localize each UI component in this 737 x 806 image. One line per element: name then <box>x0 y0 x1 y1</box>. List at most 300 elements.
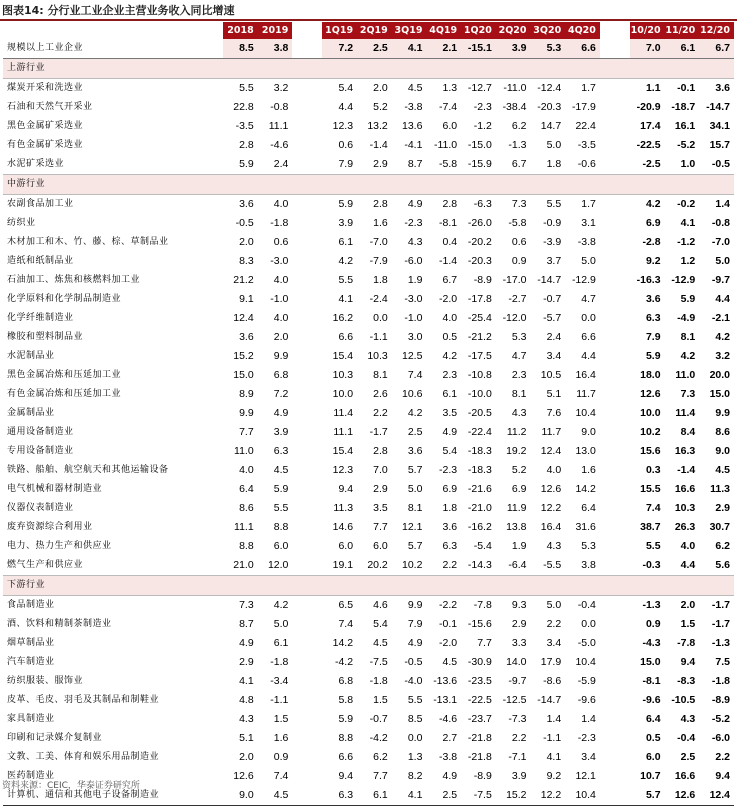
value-cell: 5.5 <box>273 502 289 514</box>
spacer-cell <box>600 461 630 480</box>
value-cell: 15.0 <box>233 369 254 381</box>
row-label: 燃气生产和供应业 <box>7 560 84 570</box>
spacer-cell <box>600 556 630 576</box>
spacer-cell <box>600 499 630 518</box>
value-cell: 6.4 <box>645 713 661 725</box>
value-cell: -11.0 <box>433 139 458 151</box>
value-cell: 7.3 <box>239 599 254 611</box>
spacer-cell <box>600 653 630 672</box>
table-row <box>3 404 734 423</box>
header-nov20: 11/20 <box>665 22 700 39</box>
value-cell: -14.3 <box>467 559 492 571</box>
value-cell: -1.7 <box>711 599 730 611</box>
value-cell: -5.8 <box>439 158 458 170</box>
table-row <box>3 596 734 616</box>
value-cell: -6.3 <box>473 198 492 210</box>
value-cell: 4.0 <box>442 312 458 324</box>
value-cell: 4.3 <box>511 407 527 419</box>
value-cell: 21.0 <box>233 559 254 571</box>
value-cell: 0.9 <box>273 751 289 763</box>
value-cell: -0.6 <box>577 158 596 170</box>
value-cell: -3.4 <box>270 675 289 687</box>
value-cell: 16.4 <box>575 369 596 381</box>
value-cell: -8.6 <box>543 675 562 687</box>
value-cell: 14.7 <box>540 120 562 132</box>
spacer-cell <box>292 404 322 423</box>
value-cell: 8.8 <box>239 540 254 552</box>
spacer-cell <box>600 155 630 175</box>
value-cell: 9.9 <box>239 407 254 419</box>
value-cell: 4.0 <box>239 464 254 476</box>
spacer-cell <box>292 233 322 252</box>
value-cell: 6.6 <box>565 39 600 59</box>
value-cell: 6.7 <box>442 274 458 286</box>
figure-label: 图表14: <box>2 4 44 17</box>
value-cell: 7.6 <box>546 407 562 419</box>
value-cell: 8.2 <box>407 770 423 782</box>
row-label: 纺织服装、服饰业 <box>7 676 84 686</box>
value-cell: 3.6 <box>715 82 730 94</box>
value-cell: -38.4 <box>502 101 527 113</box>
value-cell: 0.0 <box>581 312 596 324</box>
value-cell: -12.4 <box>537 82 562 94</box>
value-cell: -1.4 <box>369 139 388 151</box>
value-cell: 5.7 <box>407 540 423 552</box>
value-cell: -3.0 <box>270 255 289 267</box>
table-row <box>3 328 734 347</box>
spacer-cell <box>600 442 630 461</box>
value-cell: 16.1 <box>674 120 696 132</box>
value-cell: 7.4 <box>338 618 354 630</box>
row-label: 通用设备制造业 <box>7 427 74 437</box>
spacer-cell <box>600 537 630 556</box>
spacer-cell <box>600 98 630 117</box>
spacer-cell <box>292 423 322 442</box>
value-cell: 6.0 <box>373 540 388 552</box>
value-cell: -6.0 <box>404 255 423 267</box>
value-cell: 2.9 <box>373 158 388 170</box>
value-cell: 2.8 <box>373 198 388 210</box>
value-cell: 6.6 <box>338 751 354 763</box>
value-cell: -7.5 <box>461 786 496 806</box>
value-cell: 13.2 <box>367 120 388 132</box>
row-label: 家具制造业 <box>7 714 55 724</box>
spacer-cell <box>600 195 630 215</box>
value-cell: 2.8 <box>239 139 254 151</box>
value-cell: -21.8 <box>467 732 492 744</box>
spacer-cell <box>292 252 322 271</box>
value-cell: 8.6 <box>715 426 730 438</box>
value-cell: -2.7 <box>508 293 527 305</box>
value-cell: 1.5 <box>680 618 696 630</box>
table-row <box>3 214 734 233</box>
value-cell: -11.0 <box>503 82 527 94</box>
value-cell: -1.3 <box>711 637 730 649</box>
spacer-cell <box>292 290 322 309</box>
value-cell: 0.9 <box>645 618 661 630</box>
row-label: 印刷和记录媒介复制业 <box>7 733 103 743</box>
value-cell: 12.4 <box>699 786 734 806</box>
value-cell: 12.2 <box>531 786 566 806</box>
value-cell: 13.8 <box>506 521 527 533</box>
value-cell: 7.0 <box>630 39 665 59</box>
value-cell: 4.2 <box>407 407 423 419</box>
value-cell: 10.0 <box>332 388 354 400</box>
value-cell: 4.5 <box>258 786 293 806</box>
value-cell: 9.2 <box>546 770 562 782</box>
value-cell: 15.2 <box>496 786 531 806</box>
value-cell: -12.5 <box>502 694 527 706</box>
value-cell: -0.5 <box>404 656 423 668</box>
header-oct20: 10/20 <box>630 22 665 39</box>
table-row <box>3 79 734 99</box>
value-cell: 5.0 <box>581 255 596 267</box>
value-cell: -0.4 <box>577 599 596 611</box>
value-cell: 13.0 <box>575 445 596 457</box>
value-cell: -10.0 <box>467 388 492 400</box>
row-label: 有色金属冶炼和压延加工业 <box>7 389 122 399</box>
value-cell: 4.5 <box>273 464 289 476</box>
value-cell: -4.0 <box>404 675 423 687</box>
value-cell: -14.7 <box>537 274 562 286</box>
spacer-cell <box>600 518 630 537</box>
value-cell: -3.8 <box>439 751 458 763</box>
value-cell: 4.3 <box>546 540 562 552</box>
spacer-cell <box>292 117 322 136</box>
value-cell: 15.6 <box>640 445 661 457</box>
spacer-cell <box>292 271 322 290</box>
value-cell: 6.0 <box>645 751 661 763</box>
value-cell: 12.6 <box>665 786 700 806</box>
value-cell: -0.5 <box>235 217 254 229</box>
value-cell: -1.7 <box>711 618 730 630</box>
value-cell: 3.8 <box>258 39 293 59</box>
spacer-cell <box>292 710 322 729</box>
value-cell: 5.4 <box>442 445 458 457</box>
section-title: 下游行业 <box>3 576 734 596</box>
value-cell: -0.5 <box>711 158 730 170</box>
value-cell: 1.3 <box>407 751 423 763</box>
value-cell: 5.5 <box>239 82 254 94</box>
row-label: 酒、饮料和精制茶制造业 <box>7 619 112 629</box>
value-cell: 5.7 <box>407 464 423 476</box>
value-cell: 4.0 <box>273 198 289 210</box>
value-cell: 12.4 <box>233 312 254 324</box>
value-cell: 5.4 <box>373 618 388 630</box>
value-cell: -0.4 <box>677 732 696 744</box>
row-label: 文教、工美、体育和娱乐用品制造业 <box>7 752 160 762</box>
value-cell: -2.1 <box>711 312 730 324</box>
value-cell: 2.5 <box>357 39 392 59</box>
value-cell: 6.3 <box>442 540 458 552</box>
value-cell: 7.7 <box>373 521 388 533</box>
value-cell: 15.0 <box>640 656 661 668</box>
value-cell: 11.0 <box>234 445 254 457</box>
value-cell: 4.2 <box>680 350 696 362</box>
section-header <box>3 175 734 195</box>
row-label: 化学纤维制造业 <box>7 313 74 323</box>
table-row <box>3 653 734 672</box>
value-cell: -20.5 <box>467 407 492 419</box>
header-4q19: 4Q19 <box>426 22 461 39</box>
value-cell: -0.2 <box>677 198 696 210</box>
value-cell: 10.7 <box>640 770 661 782</box>
value-cell: 2.0 <box>239 236 254 248</box>
value-cell: 5.4 <box>338 82 354 94</box>
value-cell: 2.2 <box>546 618 562 630</box>
value-cell: -0.7 <box>543 293 562 305</box>
value-cell: -18.3 <box>467 464 492 476</box>
value-cell: 4.8 <box>239 694 254 706</box>
value-cell: 12.3 <box>332 120 354 132</box>
value-cell: 14.0 <box>506 656 527 668</box>
value-cell: 1.3 <box>442 82 458 94</box>
value-cell: -12.7 <box>467 82 492 94</box>
value-cell: 9.0 <box>581 426 596 438</box>
value-cell: 8.8 <box>273 521 289 533</box>
value-cell: 7.7 <box>477 637 492 649</box>
value-cell: -18.7 <box>671 101 696 113</box>
spacer-cell <box>292 214 322 233</box>
spacer-cell <box>600 79 630 99</box>
row-label: 石油加工、炼焦和核燃料加工业 <box>7 275 141 285</box>
row-label: 石油和天然气开采业 <box>7 102 93 112</box>
value-cell: -8.9 <box>711 694 730 706</box>
table-row <box>3 233 734 252</box>
value-cell: 0.6 <box>273 236 289 248</box>
value-cell: 6.1 <box>273 637 289 649</box>
section-header <box>3 59 734 79</box>
value-cell: -8.3 <box>677 675 696 687</box>
value-cell: 6.7 <box>511 158 527 170</box>
value-cell: 5.5 <box>338 274 354 286</box>
value-cell: 0.9 <box>511 255 527 267</box>
spacer-cell <box>292 98 322 117</box>
spacer-cell <box>600 423 630 442</box>
value-cell: 4.3 <box>239 713 254 725</box>
table-row <box>3 672 734 691</box>
value-cell: 10.3 <box>674 502 696 514</box>
value-cell: 18.0 <box>640 369 661 381</box>
value-cell: 5.9 <box>338 713 354 725</box>
value-cell: 9.4 <box>338 770 354 782</box>
value-cell: 5.6 <box>715 559 730 571</box>
value-cell: 5.3 <box>531 39 566 59</box>
value-cell: 2.1 <box>426 39 461 59</box>
value-cell: -1.8 <box>270 217 289 229</box>
value-cell: 4.2 <box>715 331 730 343</box>
value-cell: 6.0 <box>442 120 458 132</box>
value-cell: 10.2 <box>402 559 423 571</box>
value-cell: 10.0 <box>640 407 661 419</box>
value-cell: -7.8 <box>473 599 492 611</box>
value-cell: -20.2 <box>467 236 492 248</box>
value-cell: 4.9 <box>442 770 458 782</box>
value-cell: 30.7 <box>709 521 730 533</box>
value-cell: -22.5 <box>467 694 492 706</box>
spacer-cell <box>600 136 630 155</box>
value-cell: 0.0 <box>373 312 388 324</box>
value-cell: -7.9 <box>369 255 388 267</box>
value-cell: -8.9 <box>473 770 492 782</box>
spacer-cell <box>292 499 322 518</box>
spacer-cell <box>292 461 322 480</box>
value-cell: -2.4 <box>369 293 388 305</box>
value-cell: 5.5 <box>645 540 661 552</box>
value-cell: -16.3 <box>636 274 661 286</box>
value-cell: 8.8 <box>338 732 354 744</box>
value-cell: 8.7 <box>407 158 423 170</box>
value-cell: 3.2 <box>715 350 730 362</box>
row-label: 医药制造业 <box>7 771 55 781</box>
value-cell: 3.2 <box>273 82 289 94</box>
value-cell: 6.0 <box>273 540 289 552</box>
value-cell: -2.3 <box>439 464 458 476</box>
value-cell: 2.9 <box>715 502 730 514</box>
row-label: 金属制品业 <box>7 408 55 418</box>
spacer-cell <box>292 748 322 767</box>
value-cell: 2.9 <box>511 618 527 630</box>
table-row <box>3 385 734 404</box>
value-cell: 16.6 <box>674 483 696 495</box>
value-cell: 4.2 <box>273 599 289 611</box>
value-cell: -22.5 <box>636 139 661 151</box>
value-cell: -3.9 <box>543 236 562 248</box>
value-cell: 6.7 <box>699 39 734 59</box>
header-blank <box>3 22 223 39</box>
value-cell: 12.5 <box>402 350 423 362</box>
value-cell: -16.2 <box>467 521 492 533</box>
value-cell: 4.4 <box>338 101 354 113</box>
value-cell: 5.0 <box>273 618 289 630</box>
value-cell: 2.5 <box>426 786 461 806</box>
value-cell: -21.0 <box>467 502 492 514</box>
value-cell: 6.6 <box>338 331 354 343</box>
value-cell: 3.9 <box>496 39 531 59</box>
value-cell: -1.2 <box>473 120 492 132</box>
value-cell: -5.8 <box>508 217 527 229</box>
value-cell: 3.9 <box>273 426 289 438</box>
table-row <box>3 729 734 748</box>
value-cell: 14.6 <box>332 521 354 533</box>
value-cell: 16.3 <box>674 445 696 457</box>
spacer-cell <box>292 136 322 155</box>
value-cell: 2.2 <box>511 732 527 744</box>
value-cell: 0.6 <box>338 139 354 151</box>
value-cell: 1.4 <box>546 713 562 725</box>
value-cell: 1.5 <box>373 694 388 706</box>
value-cell: 17.9 <box>540 656 562 668</box>
value-cell: 5.0 <box>407 483 423 495</box>
value-cell: 16.4 <box>540 521 562 533</box>
value-cell: 11.7 <box>541 426 562 438</box>
value-cell: 6.3 <box>322 786 357 806</box>
value-cell: 4.5 <box>373 637 388 649</box>
value-cell: 11.1 <box>333 426 354 438</box>
value-cell: 11.4 <box>675 407 696 419</box>
value-cell: 1.7 <box>581 82 596 94</box>
value-cell: 3.9 <box>338 217 354 229</box>
value-cell: 11.4 <box>333 407 354 419</box>
value-cell: 7.2 <box>273 388 289 400</box>
table-row <box>3 518 734 537</box>
value-cell: 5.0 <box>546 139 562 151</box>
value-cell: -7.0 <box>711 236 730 248</box>
header-gap <box>292 22 322 39</box>
table-body <box>3 39 734 806</box>
header-2q20: 2Q20 <box>496 22 531 39</box>
value-cell: 22.8 <box>233 101 254 113</box>
value-cell: 2.0 <box>273 331 289 343</box>
source-note: 资料来源：CEIC，华泰证券研究所 <box>2 781 140 791</box>
value-cell: 10.4 <box>565 786 600 806</box>
value-cell: -3.0 <box>404 293 423 305</box>
revenue-growth-table <box>3 22 734 806</box>
value-cell: 15.4 <box>332 445 354 457</box>
spacer-cell <box>600 309 630 328</box>
value-cell: 6.9 <box>442 483 458 495</box>
value-cell: 15.2 <box>233 350 254 362</box>
value-cell: 6.1 <box>338 236 354 248</box>
figure-caption: 分行业工业企业主营业务收入同比增速 <box>47 4 235 17</box>
value-cell: -4.6 <box>439 713 458 725</box>
value-cell: 26.3 <box>674 521 696 533</box>
value-cell: -5.2 <box>711 713 730 725</box>
value-cell: 9.1 <box>239 293 254 305</box>
value-cell: 10.4 <box>575 656 596 668</box>
value-cell: 4.1 <box>239 675 254 687</box>
value-cell: -2.8 <box>642 236 661 248</box>
spacer-cell <box>292 691 322 710</box>
row-label: 废弃资源综合利用业 <box>7 522 93 532</box>
value-cell: 0.5 <box>645 732 661 744</box>
value-cell: 1.4 <box>581 713 596 725</box>
table-row <box>3 117 734 136</box>
value-cell: -2.3 <box>577 732 596 744</box>
value-cell: -2.2 <box>439 599 458 611</box>
row-label: 黑色金属冶炼和压延加工业 <box>7 370 122 380</box>
spacer-cell <box>292 634 322 653</box>
value-cell: 1.0 <box>680 158 696 170</box>
value-cell: 17.4 <box>640 120 661 132</box>
table-row <box>3 155 734 175</box>
value-cell: 14.2 <box>575 483 596 495</box>
header-2018: 2018 <box>223 22 258 39</box>
spacer-cell <box>292 385 322 404</box>
spacer-cell <box>292 615 322 634</box>
spacer-cell <box>600 767 630 786</box>
value-cell: 8.1 <box>511 388 527 400</box>
value-cell: -17.8 <box>467 293 492 305</box>
value-cell: 7.9 <box>338 158 354 170</box>
value-cell: 8.6 <box>239 502 254 514</box>
value-cell: 7.4 <box>273 770 289 782</box>
value-cell: 2.9 <box>239 656 254 668</box>
value-cell: -12.9 <box>671 274 696 286</box>
spacer-cell <box>600 290 630 309</box>
value-cell: 3.6 <box>239 331 254 343</box>
spacer-cell <box>600 214 630 233</box>
value-cell: 4.5 <box>407 82 423 94</box>
value-cell: 6.4 <box>239 483 254 495</box>
value-cell: -4.2 <box>369 732 388 744</box>
row-label: 皮革、毛皮、羽毛及其制品和制鞋业 <box>7 695 160 705</box>
spacer-cell <box>600 710 630 729</box>
table-row <box>3 136 734 155</box>
value-cell: -12.0 <box>502 312 527 324</box>
spacer-cell <box>292 786 322 806</box>
value-cell: 6.3 <box>273 445 289 457</box>
